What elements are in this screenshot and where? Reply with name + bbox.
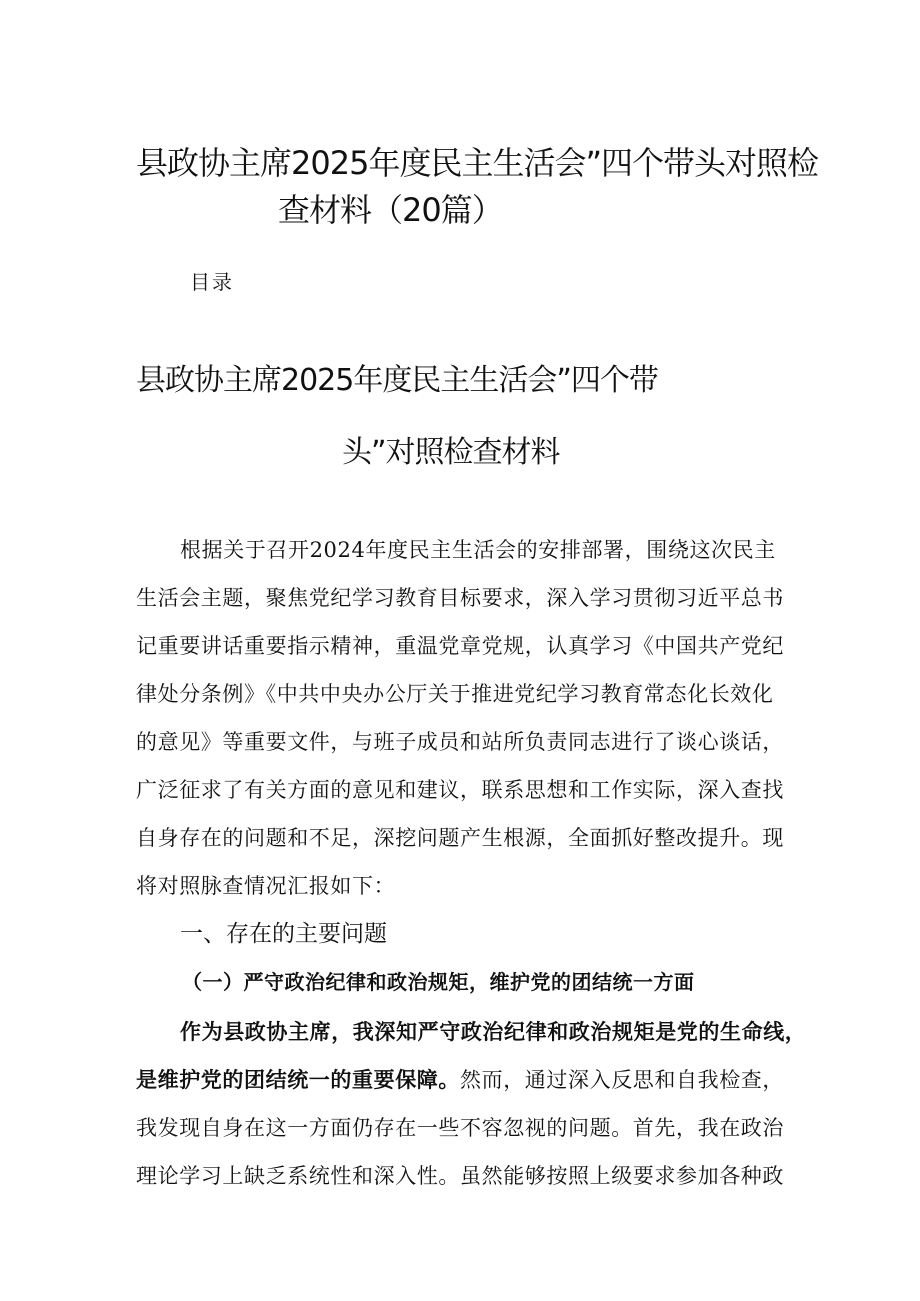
intro-line: 记重要讲话重要指示精神，重温党章党规，认真学习《中国共产党纪 [136, 634, 784, 658]
para2-line-3: 我发现自身在这一方面仍存在一些不容忽视的问题。首先，我在政治 [136, 1116, 784, 1140]
section-title-line-1: 县政协主席2025年度民主生活会”四个带 [136, 363, 658, 398]
document-title-line-1: 县政协主席2025年度民主生活会”四个带头对照检 [136, 144, 819, 182]
intro-line: 律处分条例》《中共中央办公厅关于推进党纪学习教育常态化长效化 [136, 682, 774, 706]
para2-line-1: 作为县政协主席，我深知严守政治纪律和政治规矩是党的生命线， [180, 1019, 807, 1044]
document-title-line-2: 查材料（20篇） [278, 191, 503, 229]
heading-political-discipline: （一）严守政治纪律和政治规矩，维护党的团结统一方面 [182, 970, 695, 994]
para2-line-2-rest: 然而，通过深入反思和自我检查， [460, 1068, 784, 1092]
toc-label: 目录 [190, 270, 234, 294]
para2-line-4: 理论学习上缺乏系统性和深入性。虽然能够按照上级要求参加各种政 [136, 1164, 784, 1188]
heading-main-problems: 一、存在的主要问题 [180, 921, 387, 947]
intro-line: 将对照脉查情况汇报如下： [136, 874, 396, 898]
section-title-line-2: 头”对照检查材料 [342, 435, 560, 470]
intro-line: 广泛征求了有关方面的意见和建议，联系思想和工作实际，深入查找 [136, 778, 784, 802]
intro-line: 根据关于召开2024年度民主生活会的安排部署，围绕这次民主 [180, 538, 776, 562]
intro-line: 自身存在的问题和不足，深挖问题产生根源，全面抓好整改提升。现 [136, 826, 784, 850]
intro-line: 的意见》等重要文件，与班子成员和站所负责同志进行了谈心谈话， [136, 730, 784, 754]
intro-line: 生活会主题，聚焦党纪学习教育目标要求，深入学习贯彻习近平总书 [136, 586, 784, 610]
para2-line-2-bold: 是维护党的团结统一的重要保障。 [136, 1067, 460, 1092]
para2-line-2 [136, 1067, 796, 1093]
